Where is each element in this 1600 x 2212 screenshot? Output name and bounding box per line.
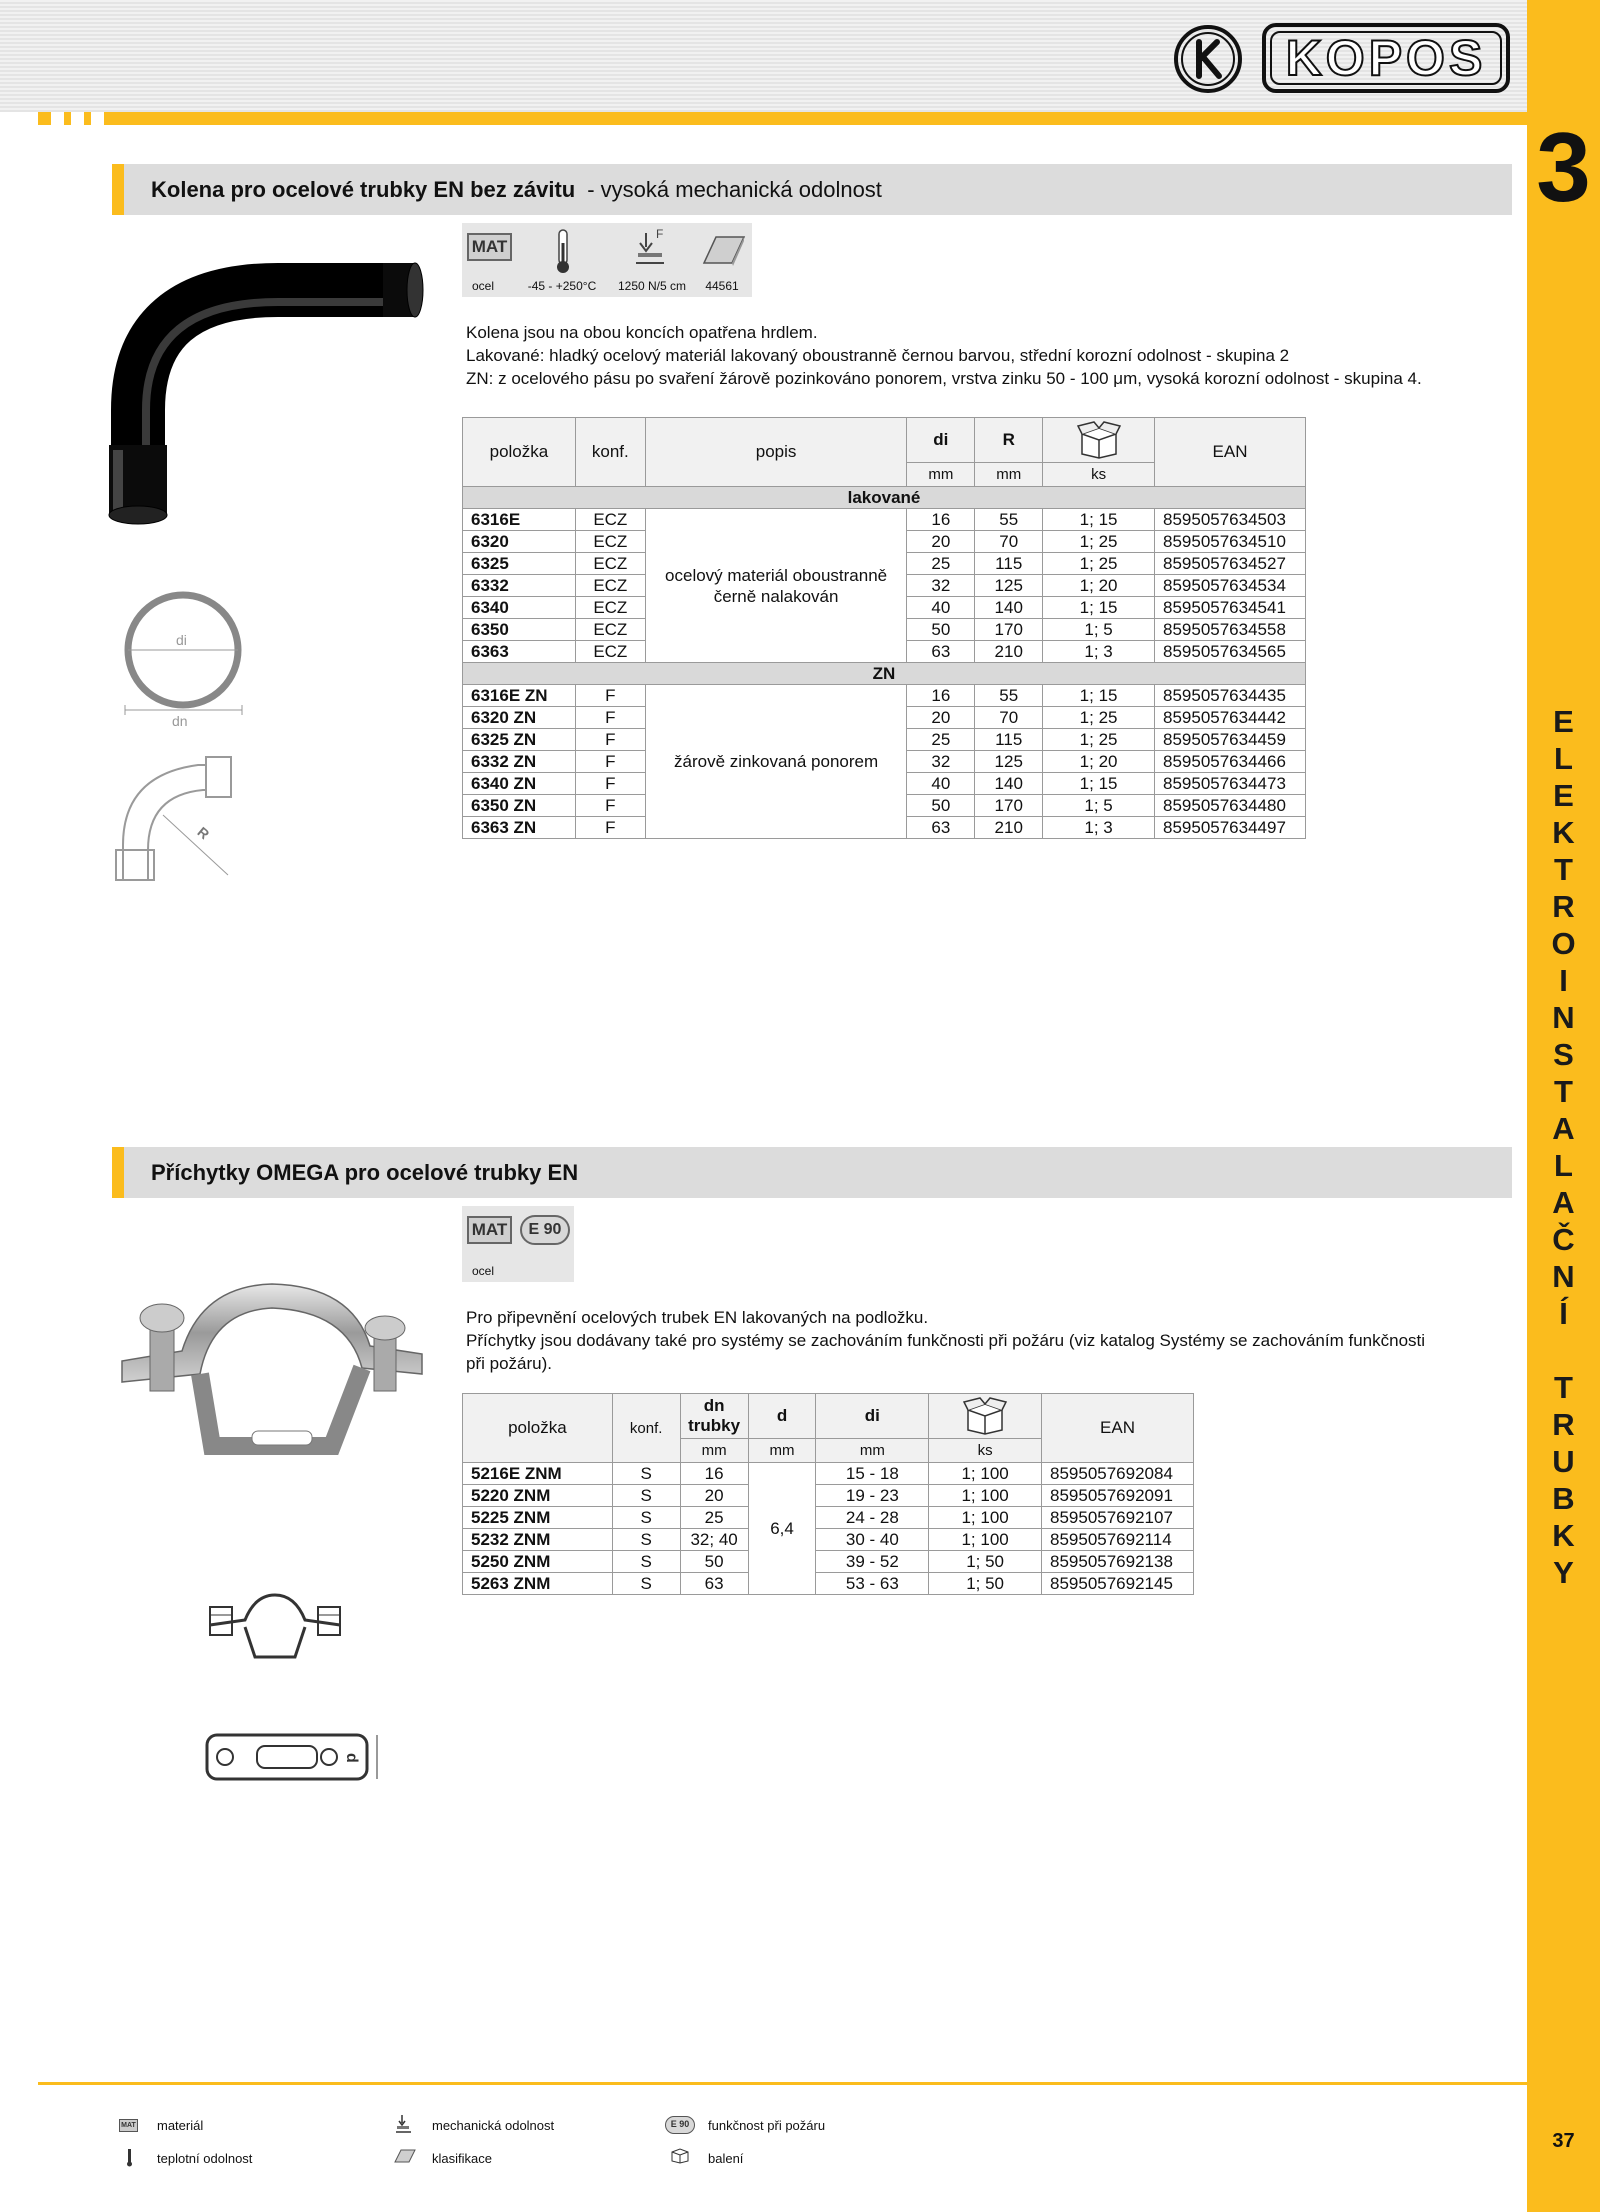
cell-di: 32 [907,575,975,597]
cell-dn: 32; 40 [680,1529,748,1551]
side-title-letter: T [1554,852,1573,887]
pipe-section-drawing [120,585,250,729]
cell-ean: 8595057634541 [1155,597,1306,619]
icon-caption-material: ocel [471,279,494,293]
description-line: ZN: z ocelového pásu po svaření žárově pozinkováno ponorem, vrstva zinku 50 - 100 μm, vysoká korozní odolnost - skupina 4. [466,369,1422,388]
footer-accent-line [38,2082,1527,2085]
cell-ean: 8595057692138 [1042,1551,1194,1573]
side-title-letter: B [1552,1481,1575,1516]
side-title-letter: R [1552,889,1575,924]
side-title-letter: K [1552,1518,1575,1553]
cell-di: 39 - 52 [816,1551,929,1573]
unit-dn: mm [680,1439,748,1463]
icon-caption-temperature: -45 - +250°C [527,279,597,293]
cell-r: 115 [975,553,1043,575]
table-row [463,1573,1194,1595]
cell-ean: 8595057634442 [1155,707,1306,729]
cell-pack: 1; 5 [1043,619,1155,641]
cell-conf: ECZ [575,641,645,663]
description-line: Příchytky jsou dodávany také pro systémy se zachováním funkčnosti při požáru (viz katalog Systémy se zachováním funkčnosti [466,1331,1426,1350]
cell-conf: F [575,817,645,839]
unit-di: mm [816,1439,929,1463]
cell-r: 125 [975,751,1043,773]
cell-item: 6350 ZN [463,795,576,817]
cell-di: 19 - 23 [816,1485,929,1507]
cell-conf: F [575,707,645,729]
side-title-letter: K [1552,815,1575,850]
cell-ean: 8595057634435 [1155,685,1306,707]
cell-ean: 8595057634527 [1155,553,1306,575]
cell-conf: ECZ [575,531,645,553]
cell-di: 50 [907,795,975,817]
legend-material-icon: MAT [119,2119,138,2132]
clip-side-drawing [205,1585,345,1665]
side-title-letter: L [1554,741,1573,776]
side-title-letter: T [1554,1074,1573,1109]
cell-conf: ECZ [575,575,645,597]
col-header-item: položka [463,1394,613,1463]
icon-caption-material: ocel [471,1264,494,1278]
side-title-letter: Í [1559,1296,1568,1331]
col-header-r: R [975,418,1043,463]
clip-top-drawing [205,1730,385,1790]
side-title-letter: U [1552,1444,1575,1479]
kopos-logo-icon [1173,24,1243,94]
drawing-label-d: d [343,1753,360,1763]
cell-item: 6332 [463,575,576,597]
description-line: Lakované: hladký ocelový materiál lakovaný oboustranně černou barvou, střední korozní odolnost - skupina 2 [466,346,1290,365]
legend-temperature-text: teplotní odolnost [157,2151,253,2166]
omega-clip-photo [112,1266,432,1476]
cell-r: 70 [975,707,1043,729]
cell-pack: 1; 15 [1043,685,1155,707]
header-decor-square [91,112,104,125]
cell-item: 6320 [463,531,576,553]
page-number: 37 [1552,2130,1575,2152]
cell-di: 63 [907,641,975,663]
cell-ean: 8595057692145 [1042,1573,1194,1595]
unit-pack: ks [1043,463,1155,487]
cell-r: 115 [975,729,1043,751]
cell-conf: S [612,1463,680,1485]
description-line: Pro připevnění ocelových trubek EN lakovaných na podložku. [466,1308,929,1327]
col-header-ean: EAN [1155,418,1306,487]
cell-item: 5263 ZNM [463,1573,613,1595]
cell-pack: 1; 100 [929,1485,1042,1507]
clips-table [462,1393,1194,1595]
cell-conf: S [612,1529,680,1551]
side-title-letter: N [1552,1259,1575,1294]
cell-di: 30 - 40 [816,1529,929,1551]
cell-item: 5216E ZNM [463,1463,613,1485]
unit-r: mm [975,463,1043,487]
cell-pack: 1; 15 [1043,509,1155,531]
cell-pack: 1; 100 [929,1529,1042,1551]
section-title: Příchytky OMEGA pro ocelové trubky EN [151,1159,579,1185]
cell-dn: 63 [680,1573,748,1595]
side-title-letter: N [1552,1000,1575,1035]
section-subtitle: - vysoká mechanická odolnost [587,176,882,202]
cell-ean: 8595057634480 [1155,795,1306,817]
cell-ean: 8595057634497 [1155,817,1306,839]
cell-di: 16 [907,685,975,707]
col-header-ean: EAN [1042,1394,1194,1463]
unit-d: mm [748,1439,816,1463]
classification-icon [702,233,746,267]
chapter-number: 3 [1536,112,1591,222]
unit-di: mm [907,463,975,487]
cell-di: 25 [907,553,975,575]
legend-fire-text: funkčnost při požáru [708,2118,826,2133]
icon-caption-mechanical: 1250 N/5 cm [617,279,687,293]
section-header-clips [112,1147,1512,1198]
side-title-letter: E [1553,778,1574,813]
cell-item: 6332 ZN [463,751,576,773]
cell-conf: ECZ [575,597,645,619]
cell-pack: 1; 50 [929,1551,1042,1573]
cell-ean: 8595057692091 [1042,1485,1194,1507]
cell-conf: S [612,1507,680,1529]
logo-text: KOPOS [1285,30,1487,86]
group-label: ZN [463,663,1306,685]
cell-ean: 8595057692107 [1042,1507,1194,1529]
cell-conf: F [575,751,645,773]
cell-r: 210 [975,817,1043,839]
cell-item: 6325 ZN [463,729,576,751]
cell-item: 6340 [463,597,576,619]
cell-conf: F [575,729,645,751]
legend-material-text: materiál [157,2118,204,2133]
side-title-letter: Č [1552,1222,1575,1257]
table-row [463,1485,1194,1507]
chapter-side-title [1527,703,1600,1591]
cell-di: 16 [907,509,975,531]
cell-pack: 1; 100 [929,1463,1042,1485]
cell-dn: 50 [680,1551,748,1573]
cell-ean: 8595057634459 [1155,729,1306,751]
cell-di: 40 [907,773,975,795]
cell-di: 40 [907,597,975,619]
side-title-letter [1527,1332,1600,1369]
cell-dn: 25 [680,1507,748,1529]
cell-ean: 8595057634558 [1155,619,1306,641]
cell-item: 6363 ZN [463,817,576,839]
icon-caption-classification: 44561 [705,279,739,293]
cell-di: 24 - 28 [816,1507,929,1529]
cell-pack: 1; 25 [1043,707,1155,729]
cell-conf: F [575,773,645,795]
table-row [463,1507,1194,1529]
cell-item: 6363 [463,641,576,663]
col-header-pack [1043,418,1155,463]
col-header-item: položka [463,418,576,487]
cell-item: 6325 [463,553,576,575]
col-header-conf: konf. [612,1394,680,1463]
cell-r: 170 [975,795,1043,817]
legend-classification-icon [394,2148,416,2164]
cell-pack: 1; 20 [1043,751,1155,773]
table-row [463,1551,1194,1573]
side-title-letter: T [1554,1370,1573,1405]
fire-resistance-icon: E 90 [520,1215,570,1245]
cell-pack: 1; 20 [1043,575,1155,597]
cell-pack: 1; 5 [1043,795,1155,817]
cell-r: 210 [975,641,1043,663]
steel-elbow-photo [128,270,428,530]
legend-mechanical-text: mechanická odolnost [432,2118,555,2133]
cell-conf: S [612,1485,680,1507]
cell-item: 5250 ZNM [463,1551,613,1573]
cell-description: ocelový materiál oboustranně černě nalakován [645,509,907,663]
col-header-dn-line1: dn [703,1396,725,1415]
cell-conf: ECZ [575,509,645,531]
side-title-letter: S [1553,1037,1574,1072]
cell-item: 5220 ZNM [463,1485,613,1507]
material-icon: MAT [467,1216,512,1244]
elbow-radius-drawing [118,755,238,885]
side-title-letter: E [1553,704,1574,739]
section-header-accent [112,164,124,215]
legend-fire-icon: E 90 [665,2116,695,2134]
section-title: Kolena pro ocelové trubky EN bez závitu [151,176,576,202]
cell-ean: 8595057634565 [1155,641,1306,663]
description-line: při požáru). [466,1354,552,1373]
cell-item: 6316E ZN [463,685,576,707]
side-title-letter: A [1552,1185,1575,1220]
side-title-letter: O [1551,926,1576,961]
cell-item: 6316E [463,509,576,531]
header-accent-line [38,112,1527,125]
section1-description [466,321,1516,390]
side-title-letter: I [1559,963,1568,998]
cell-d: 6,4 [748,1463,816,1595]
header-decor-square [71,112,84,125]
cell-r: 55 [975,509,1043,531]
legend-package-icon [670,2146,690,2164]
thermometer-icon [554,229,572,275]
col-header-dn [680,1394,748,1439]
cell-ean: 8595057692114 [1042,1529,1194,1551]
cell-conf: S [612,1551,680,1573]
cell-dn: 16 [680,1463,748,1485]
unit-pack: ks [929,1439,1042,1463]
legend-mechanical-icon [396,2115,412,2135]
cell-item: 5225 ZNM [463,1507,613,1529]
cell-conf: F [575,685,645,707]
side-title-letter: L [1554,1148,1573,1183]
cell-pack: 1; 3 [1043,641,1155,663]
col-header-di: di [907,418,975,463]
package-box-icon [1078,422,1120,458]
side-title-letter: Y [1553,1555,1574,1590]
col-header-desc: popis [645,418,907,487]
cell-pack: 1; 15 [1043,773,1155,795]
cell-r: 140 [975,773,1043,795]
cell-item: 6350 [463,619,576,641]
properties-icon-strip [462,223,752,297]
cell-ean: 8595057634466 [1155,751,1306,773]
section-header-accent [112,1147,124,1198]
cell-item: 6320 ZN [463,707,576,729]
cell-di: 20 [907,531,975,553]
table-group-row [463,487,1306,509]
cell-conf: F [575,795,645,817]
cell-r: 70 [975,531,1043,553]
cell-conf: ECZ [575,619,645,641]
cell-ean: 8595057692084 [1042,1463,1194,1485]
side-title-letter: R [1552,1407,1575,1442]
cell-pack: 1; 15 [1043,597,1155,619]
cell-di: 25 [907,729,975,751]
cell-pack: 1; 25 [1043,729,1155,751]
cell-pack: 1; 100 [929,1507,1042,1529]
cell-dn: 20 [680,1485,748,1507]
cell-r: 55 [975,685,1043,707]
cell-di: 50 [907,619,975,641]
legend-packaging-text: balení [708,2151,744,2166]
group-label: lakované [463,487,1306,509]
cell-ean: 8595057634510 [1155,531,1306,553]
section-header-elbows [112,164,1512,215]
drawing-label-di: di [176,632,187,648]
cell-pack: 1; 25 [1043,553,1155,575]
force-symbol: F [656,227,664,241]
properties-icon-strip [462,1206,574,1282]
cell-ean: 8595057634534 [1155,575,1306,597]
cell-di: 15 - 18 [816,1463,929,1485]
cell-ean: 8595057634473 [1155,773,1306,795]
cell-pack: 1; 25 [1043,531,1155,553]
kopos-logo-wordmark [1262,23,1510,93]
cell-conf: S [612,1573,680,1595]
col-header-di: di [816,1394,929,1439]
table-row [463,1529,1194,1551]
cell-di: 53 - 63 [816,1573,929,1595]
cell-r: 170 [975,619,1043,641]
legend-classification-text: klasifikace [432,2151,492,2166]
material-icon: MAT [467,233,512,261]
cell-di: 20 [907,707,975,729]
description-line: Kolena jsou na obou koncích opatřena hrdlem. [466,323,818,342]
legend-temperature-icon [127,2149,133,2167]
table-row [463,509,1306,531]
cell-di: 63 [907,817,975,839]
cell-description: žárově zinkovaná ponorem [645,685,907,839]
side-title-letter: A [1552,1111,1575,1146]
table-row [463,1463,1194,1485]
cell-r: 125 [975,575,1043,597]
cell-pack: 1; 50 [929,1573,1042,1595]
cell-r: 140 [975,597,1043,619]
drawing-label-dn: dn [172,713,188,729]
col-header-pack [929,1394,1042,1439]
drawing-label-radius: R [194,823,213,843]
cell-conf: ECZ [575,553,645,575]
cell-item: 5232 ZNM [463,1529,613,1551]
cell-pack: 1; 3 [1043,817,1155,839]
cell-di: 32 [907,751,975,773]
col-header-conf: konf. [575,418,645,487]
section2-description [466,1306,1516,1375]
cell-ean: 8595057634503 [1155,509,1306,531]
table-row [463,685,1306,707]
table-group-row [463,663,1306,685]
col-header-dn-line2: trubky [688,1416,741,1435]
header-decor-square [51,112,64,125]
mechanical-resistance-icon [636,231,670,271]
elbows-table [462,417,1306,839]
package-box-icon [964,1398,1006,1434]
cell-item: 6340 ZN [463,773,576,795]
col-header-d: d [748,1394,816,1439]
